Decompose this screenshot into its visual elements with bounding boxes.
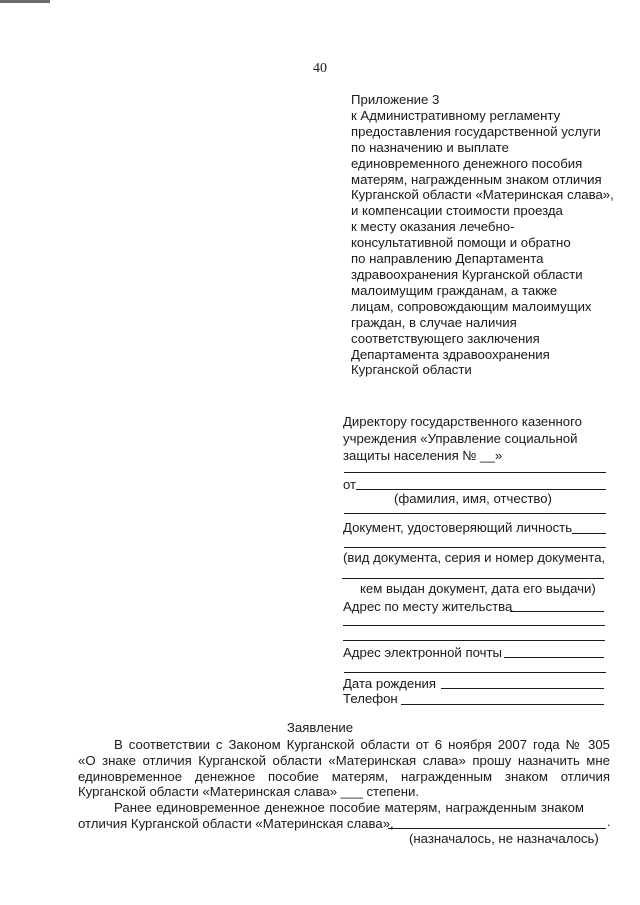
appendix-line: лицам, сопровождающим малоимущих	[351, 298, 592, 314]
email-label: Адрес электронной почты	[343, 645, 503, 660]
paragraph-line: Ранее единовременное денежное пособие матерям, награжденным знаком	[114, 800, 584, 816]
address-line[interactable]	[343, 640, 605, 641]
from-label: от	[343, 477, 357, 492]
period-mark: .	[607, 814, 611, 829]
previous-assignment-line[interactable]	[388, 828, 606, 829]
address-line[interactable]	[510, 611, 604, 612]
addressee-block	[343, 413, 613, 464]
appendix-line: матерям, награжденным знаком отличия	[351, 171, 602, 187]
appendix-line: и компенсации стоимости проезда	[351, 203, 563, 219]
statement-body	[78, 737, 610, 832]
appendix-line: к Административному регламенту	[351, 107, 561, 123]
email-line[interactable]	[504, 657, 604, 658]
address-line[interactable]	[343, 625, 605, 626]
appendix-line: Курганской области	[351, 362, 472, 378]
page-number: 40	[313, 61, 327, 76]
appendix-line: по направлению Департамента	[351, 251, 544, 267]
birth-date-label: Дата рождения	[343, 676, 437, 691]
blank-line[interactable]	[344, 513, 606, 514]
addressee-line: учреждения «Управление социальной	[343, 431, 578, 446]
address-label: Адрес по месту жительства	[343, 599, 513, 614]
blank-line[interactable]	[344, 472, 606, 473]
blank-line[interactable]	[342, 578, 604, 579]
appendix-line: здравоохранения Курганской области	[351, 266, 583, 282]
paragraph-line: единовременное денежное пособие матерям, награжденным знаком отличия	[78, 768, 610, 784]
paragraph-line	[78, 816, 610, 832]
birth-date-line[interactable]	[441, 688, 604, 689]
blank-line[interactable]	[344, 547, 606, 548]
appendix-block	[351, 92, 631, 378]
appendix-line: Департамента здравоохранения	[351, 346, 550, 362]
document-hint-2: кем выдан документ, дата его выдачи)	[360, 581, 596, 596]
paragraph-line: В соответствии с Законом Курганской области от 6 ноября 2007 года № 305	[114, 737, 610, 752]
phone-label: Телефон	[343, 691, 398, 706]
appendix-line: малоимущим гражданам, а также	[351, 282, 558, 298]
appendix-line: соответствующего заключения	[351, 330, 540, 346]
appendix-line: к месту оказания лечебно-	[351, 219, 515, 235]
appendix-line: по назначению и выплате	[351, 139, 510, 155]
appendix-line: консультативной помощи и обратно	[351, 235, 571, 251]
addressee-line: Директору государственного казенного	[343, 414, 582, 429]
appendix-line: Курганской области «Материнская слава»,	[351, 187, 614, 203]
paragraph-text: отличия Курганской области «Материнская слава»,	[78, 815, 394, 831]
appendix-line: Приложение 3	[351, 92, 440, 107]
scan-mark	[0, 0, 50, 3]
statement-title: Заявление	[286, 720, 354, 735]
appendix-line: единовременного денежного пособия	[351, 155, 583, 171]
blank-line[interactable]	[344, 672, 606, 673]
paragraph-line: Курганской области «Материнская слава» ___ степени.	[78, 784, 420, 800]
addressee-line: защиты населения № __»	[343, 448, 503, 463]
name-hint: (фамилия, имя, отчество)	[394, 491, 552, 506]
phone-line[interactable]	[401, 704, 604, 705]
appendix-line: предоставления государственной услуги	[351, 123, 601, 139]
from-name-line[interactable]	[356, 489, 606, 490]
appendix-line: граждан, в случае наличия	[351, 314, 517, 330]
document-hint-1: (вид документа, серия и номер документа,	[343, 550, 606, 565]
previous-assignment-hint: (назначалось, не назначалось)	[409, 831, 599, 846]
id-document-line[interactable]	[572, 533, 606, 534]
paragraph-line: «О знаке отличия Курганской области «Материнская слава» прошу назначить мне	[78, 752, 610, 768]
id-document-label: Документ, удостоверяющий личность	[343, 520, 573, 535]
